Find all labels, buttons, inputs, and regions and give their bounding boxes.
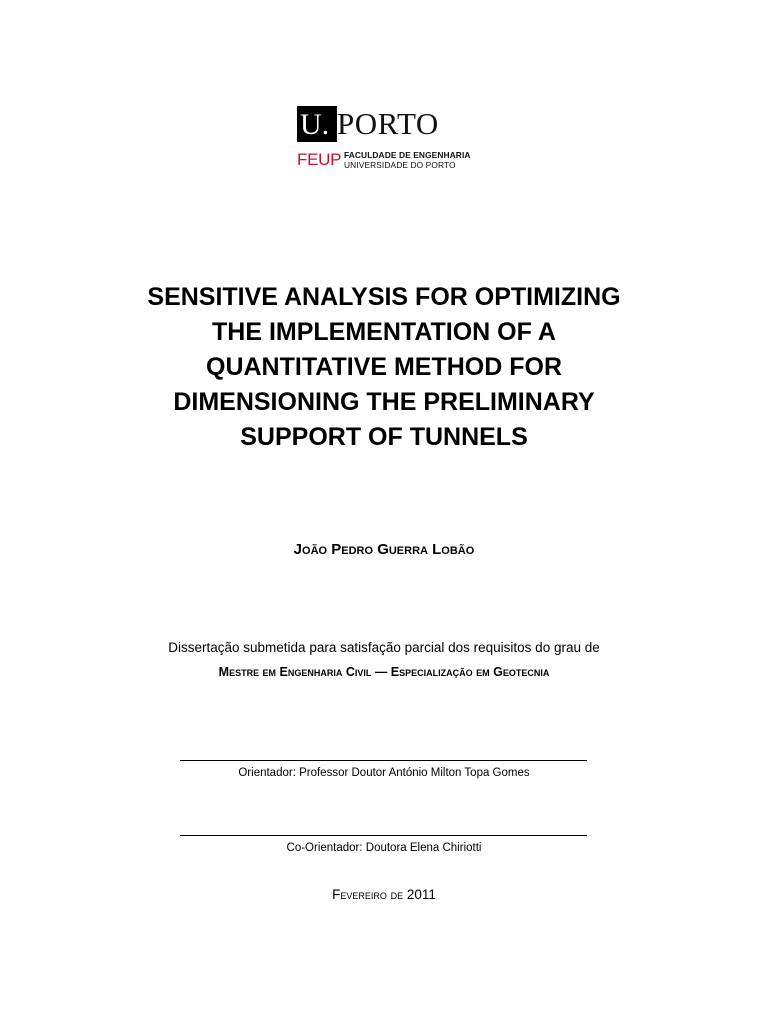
- thesis-title: [84, 280, 684, 455]
- supervisor-signature-line: [180, 760, 587, 761]
- logo-university-name: UNIVERSIDADE DO PORTO: [344, 160, 456, 170]
- title-line: DIMENSIONING THE PRELIMINARY: [173, 388, 595, 416]
- logo-faculty-name: FACULDADE DE ENGENHARIA: [344, 150, 471, 160]
- title-line: THE IMPLEMENTATION OF A: [212, 318, 556, 346]
- co-supervisor-label: Co-Orientador: Doutora Elena Chiriotti: [286, 842, 482, 854]
- title-line: SUPPORT OF TUNNELS: [240, 423, 528, 451]
- university-logo: [297, 106, 487, 174]
- degree-name: Mestre em Engenharia Civil — Especialização em Geotecnia: [218, 665, 550, 679]
- submission-date: Fevereiro de 2011: [332, 887, 436, 902]
- logo-u-mark: U.: [297, 106, 337, 142]
- title-line: SENSITIVE ANALYSIS FOR OPTIMIZING: [147, 283, 621, 311]
- co-supervisor-signature-line: [180, 835, 587, 836]
- title-line: QUANTITATIVE METHOD FOR: [206, 353, 562, 381]
- supervisor-label: Orientador: Professor Doutor António Milton Topa Gomes: [238, 767, 530, 779]
- author-name: João Pedro Guerra Lobão: [293, 541, 475, 558]
- submission-statement: Dissertação submetida para satisfação parcial dos requisitos do grau de: [168, 640, 600, 655]
- logo-wordmark: PORTO: [337, 106, 439, 141]
- logo-feup: FEUP: [297, 150, 342, 169]
